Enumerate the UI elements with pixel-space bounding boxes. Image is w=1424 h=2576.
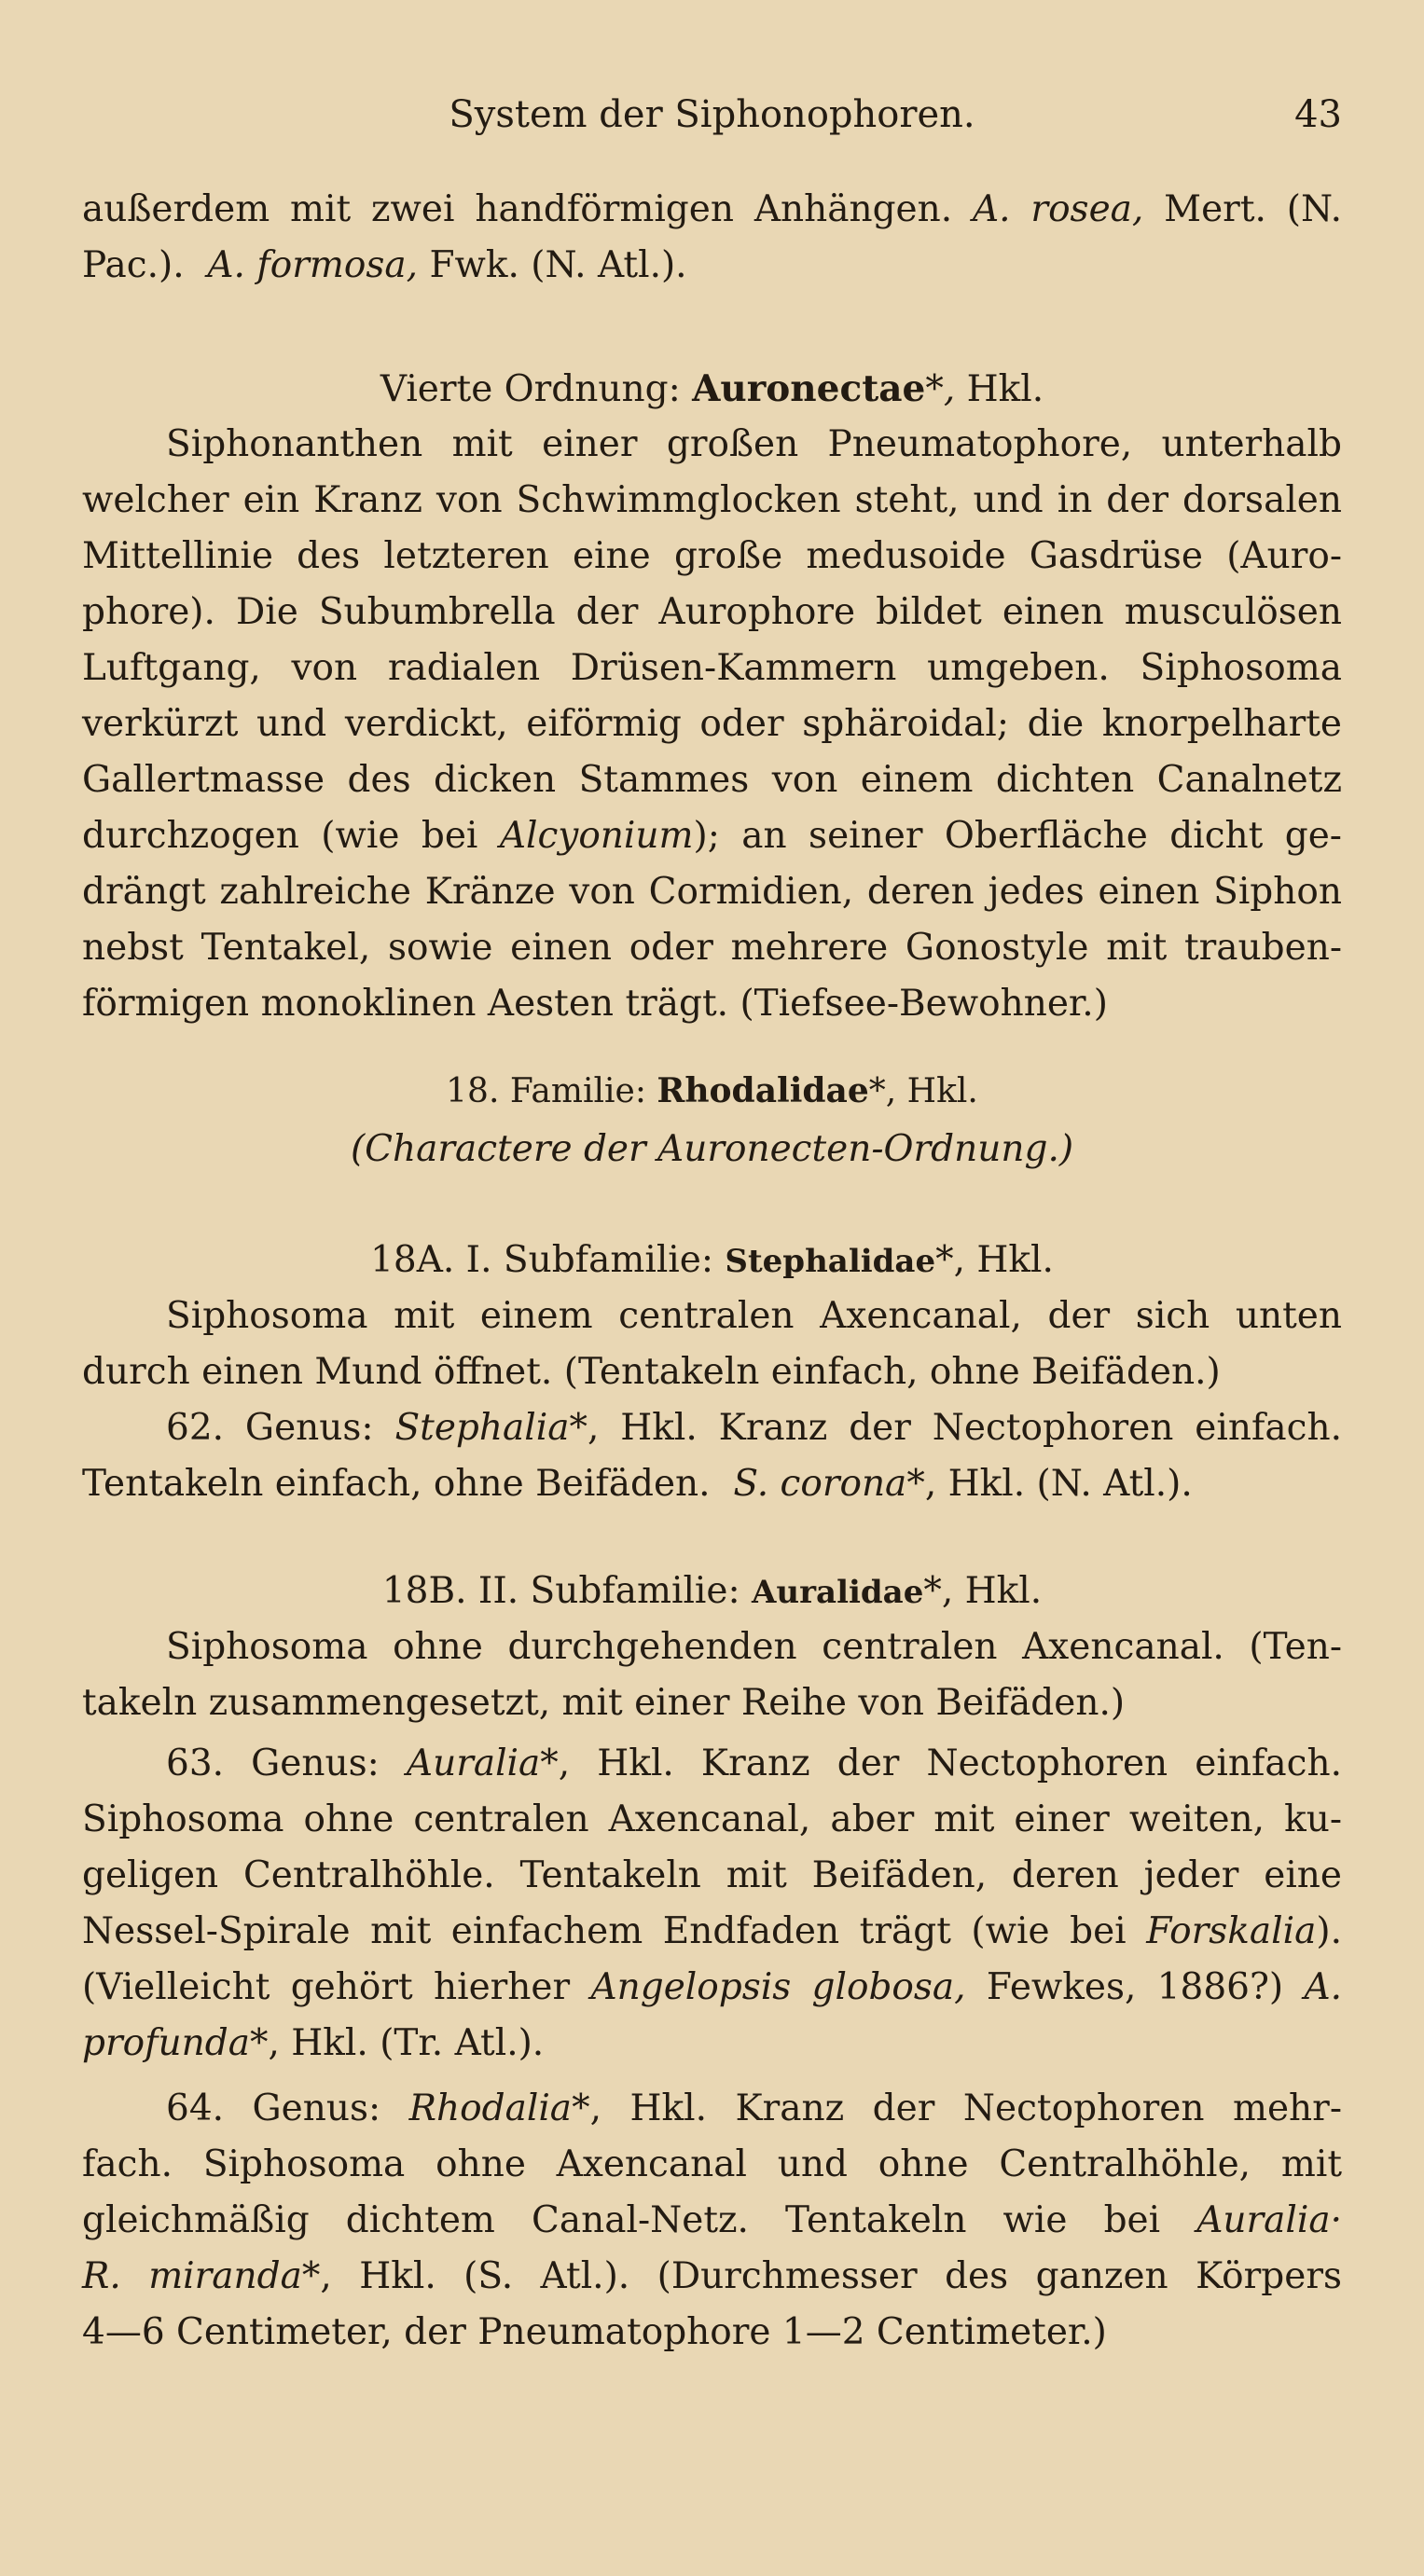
species-name: A. <box>1304 1966 1342 2008</box>
text-line: drängt zahlreiche Kränze von Cormidien, deren jedes einen Siphon <box>82 871 1342 913</box>
genus-name: Auralia <box>406 1743 541 1784</box>
text-line: Siphonanthen mit einer großen Pneumatophore, unterhalb <box>166 423 1342 465</box>
text-span: *, Hkl. (S. Atl.). (Durchmesser des ganzen Körpers <box>301 2255 1342 2297</box>
text-line: nebst Tentakel, sowie einen oder mehrere Gonostyle mit trauben- <box>82 927 1342 969</box>
text-span: gleichmäßig dichtem Canal-Netz. Tentakeln wie bei <box>82 2199 1161 2241</box>
species-name: S. corona <box>733 1463 907 1505</box>
text-span: Fewkes, 1886?) <box>986 1966 1284 2008</box>
text-span: (Vielleicht gehört hierher <box>82 1966 571 2008</box>
genus-name: Forskalia <box>1146 1910 1317 1952</box>
order-heading <box>82 364 1342 415</box>
text-line <box>82 811 1342 861</box>
species-name: Angelopsis globosa, <box>590 1966 966 2008</box>
text-span: *, Hkl. <box>935 1239 1054 1281</box>
text-line <box>82 241 1342 291</box>
genus-name: Auralia· <box>1196 2199 1342 2241</box>
text-line: welcher ein Kranz von Schwimmglocken steht, und in der dorsalen <box>82 479 1342 521</box>
species-name: A. rosea, <box>973 188 1144 230</box>
text-span: durchzogen (wie bei <box>82 815 478 857</box>
text-line: Siphosoma ohne centralen Axencanal, aber mit einer weiten, ku- <box>82 1798 1342 1840</box>
text-span: *, Hkl. (Tr. Atl.). <box>249 2022 545 2064</box>
text-span: außerdem mit zwei handförmigen Anhängen. <box>82 188 953 230</box>
text-line <box>82 1907 1342 1957</box>
running-title: System der Siphonophoren. <box>449 93 975 136</box>
text-line: verkürzt und verdickt, eiförmig oder sphäroidal; die knorpelharte <box>82 703 1342 745</box>
text-line <box>166 2084 1342 2134</box>
running-header <box>82 93 1342 149</box>
text-line: Siphosoma mit einem centralen Axencanal, der sich unten <box>166 1295 1342 1337</box>
text-line: Gallertmasse des dicken Stammes von einem dichten Canalnetz <box>82 759 1342 801</box>
text-line: geligen Centralhöhle. Tentakeln mit Beifäden, deren jeder eine <box>82 1854 1342 1896</box>
text-span: *, Hkl. (N. Atl.). <box>906 1463 1193 1505</box>
text-line: durch einen Mund öffnet. (Tentakeln einfach, ohne Beifäden.) <box>82 1351 1221 1393</box>
genus-name: Alcyonium <box>499 815 694 857</box>
text-span: Vierte Ordnung: <box>380 368 681 410</box>
text-line <box>82 2252 1342 2302</box>
species-name: A. formosa, <box>207 244 419 286</box>
text-line <box>82 2018 1342 2069</box>
order-name: Auronectae <box>692 367 926 410</box>
text-span: *, Hkl. <box>923 1570 1043 1612</box>
text-line <box>82 185 1342 235</box>
page-number: 43 <box>1294 93 1342 136</box>
text-line: Luftgang, von radialen Drüsen-Kammern umgeben. Siphosoma <box>82 647 1342 689</box>
family-subtitle: (Charactere der Auronecten-Ordnung.) <box>350 1128 1074 1170</box>
text-line: takeln zusammengesetzt, mit einer Reihe von Beifäden.) <box>82 1682 1126 1724</box>
text-span: Hkl. <box>966 368 1044 410</box>
text-line: phore). Die Subumbrella der Aurophore bildet einen musculösen <box>82 591 1342 633</box>
text-span: ); an seiner Oberfläche dicht ge- <box>693 815 1342 857</box>
genus-name: Stephalia <box>394 1407 570 1449</box>
family-name: Rhodalidae <box>657 1071 869 1110</box>
species-name: profunda <box>82 2022 250 2064</box>
text-span: 18. Familie: <box>446 1072 646 1110</box>
text-span: *, Hkl. <box>868 1072 978 1110</box>
subfamily-heading <box>82 1566 1342 1618</box>
text-span: Fwk. (N. Atl.). <box>429 244 687 286</box>
text-span: *, Hkl. Kranz der Nectophoren einfach. <box>540 1743 1342 1784</box>
text-span: ). <box>1316 1910 1342 1952</box>
text-span: *, <box>925 368 956 410</box>
text-line <box>166 1403 1342 1453</box>
text-span: *, Hkl. Kranz der Nectophoren mehr- <box>572 2087 1342 2129</box>
subfamily-name: Auralidae <box>752 1574 924 1611</box>
genus-name: Rhodalia <box>408 2087 573 2129</box>
text-span: Nessel-Spirale mit einfachem Endfaden trägt (wie bei <box>82 1910 1127 1952</box>
text-span: 64. Genus: <box>166 2087 381 2129</box>
text-line: förmigen monoklinen Aesten trägt. (Tiefsee-Bewohner.) <box>82 983 1108 1025</box>
text-span: 18A. I. Subfamilie: <box>370 1239 713 1281</box>
text-line: Siphosoma ohne durchgehenden centralen Axencanal. (Ten- <box>166 1626 1342 1668</box>
text-line <box>82 2196 1342 2246</box>
text-span: *, Hkl. Kranz der Nectophoren einfach. <box>569 1407 1342 1449</box>
text-line: fach. Siphosoma ohne Axencanal und ohne Centralhöhle, mit <box>82 2143 1342 2185</box>
text-span: 62. Genus: <box>166 1407 374 1449</box>
text-line: 4—6 Centimeter, der Pneumatophore 1—2 Centimeter.) <box>82 2311 1107 2353</box>
subfamily-heading <box>82 1235 1342 1287</box>
text-span: 63. Genus: <box>166 1743 380 1784</box>
text-span: 18B. II. Subfamilie: <box>381 1570 740 1612</box>
text-line <box>82 1963 1342 2013</box>
subfamily-name: Stephalidae <box>725 1243 936 1280</box>
text-line <box>82 1459 1342 1509</box>
text-line <box>166 1739 1342 1789</box>
text-line: Mittellinie des letzteren eine große medusoide Gasdrüse (Auro- <box>82 535 1342 577</box>
text-span: Pac.). <box>82 244 185 286</box>
species-name: R. miranda <box>82 2255 302 2297</box>
text-span: Tentakeln einfach, ohne Beifäden. <box>82 1463 711 1505</box>
family-heading <box>82 1066 1342 1117</box>
text-span: Mert. (N. <box>1164 188 1342 230</box>
